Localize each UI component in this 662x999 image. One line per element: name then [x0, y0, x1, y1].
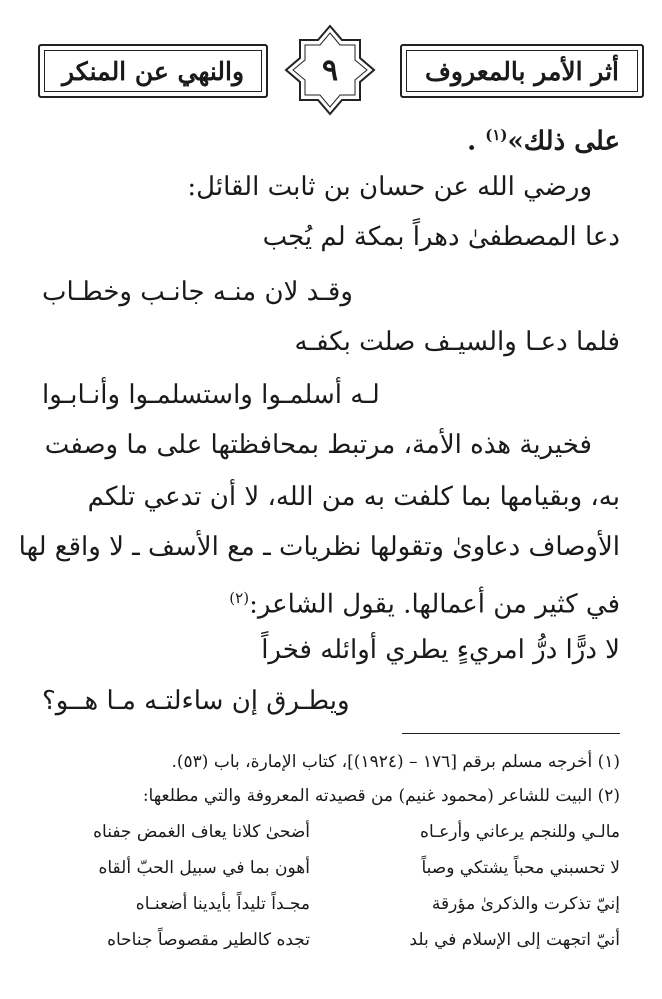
poem-line-1-right: مالـي وللنجم يرعاني وأرعـاه	[420, 822, 620, 842]
paragraph-line-2: به، وبقيامها بما كلفت به من الله، لا أن تدعي تلكم	[87, 482, 620, 512]
paragraph-line-4	[229, 581, 620, 622]
line1-end: .	[467, 126, 477, 157]
text-line-1	[467, 118, 620, 159]
header-right-text: أثر الأمر بالمعروف	[425, 56, 619, 86]
header-title-right	[400, 44, 644, 98]
text-line-2: ورضي الله عن حسان بن ثابت القائل:	[187, 172, 592, 202]
footnote-1: (١) أخرجه مسلم برقم [١٧٦ – (١٩٢٤)]، كتاب الإمارة، باب (٥٣).	[171, 752, 620, 772]
page-number: ٩	[321, 52, 339, 88]
verse-3-second-half: ويطـرق إن ساءلتـه مـا هــو؟	[42, 686, 350, 716]
verse-1-second-half: وقـد لان منـه جانـب وخطـاب	[42, 277, 353, 307]
poem-line-3-right: إنيّ تذكرت والذكرىٰ مؤرقة	[431, 894, 620, 914]
footnote-2: (٢) البيت للشاعر (محمود غنيم) من قصيدته المعروفة والتي مطلعها:	[142, 786, 620, 806]
footnote-separator	[402, 733, 620, 734]
poem-line-4-left: تجده كالطير مقصوصاً جناحاه	[107, 930, 310, 950]
page-header	[0, 20, 662, 130]
poem-line-2-right: لا تحسبني محباً يشتكي وصباً	[421, 858, 620, 878]
poem-line-1-left: أضحىٰ كلانا يعاف الغمض جفناه	[93, 822, 310, 842]
poem-line-3-left: مجـداً تليداً بأيدينا أضعنـاه	[135, 894, 310, 914]
paragraph-line-1: فخيرية هذه الأمة، مرتبط بمحافظتها على ما وصفت	[44, 430, 592, 460]
header-left-text: والنهي عن المنكر	[61, 56, 245, 86]
poem-line-2-left: أهون بما في سبيل الحبّ ألقاه	[98, 858, 310, 878]
line1-text: على ذلك»	[507, 126, 620, 157]
para4-text: في كثير من أعمالها. يقول الشاعر:	[249, 589, 620, 620]
poem-line-4-right: أنيّ اتجهت إلى الإسلام في بلد	[409, 930, 620, 950]
footnote-ref-2: (٢)	[229, 589, 250, 607]
verse-1-first-half: دعا المصطفىٰ دهراً بمكة لم يُجب	[262, 222, 620, 252]
verse-2-second-half: لـه أسلمـوا واستسلمـوا وأنـابـوا	[42, 380, 380, 410]
header-title-left	[38, 44, 268, 98]
verse-2-first-half: فلما دعـا والسيـف صلت بكفـه	[294, 327, 620, 357]
footnote-ref-1: (١)	[485, 126, 508, 144]
paragraph-line-3: الأوصاف دعاوىٰ وتقولها نظريات ـ مع الأسف ـ لا واقع لها	[18, 532, 620, 562]
verse-3-first-half: لا درًّا درُّ امريءٍ يطري أوائله فخراً	[261, 635, 620, 665]
